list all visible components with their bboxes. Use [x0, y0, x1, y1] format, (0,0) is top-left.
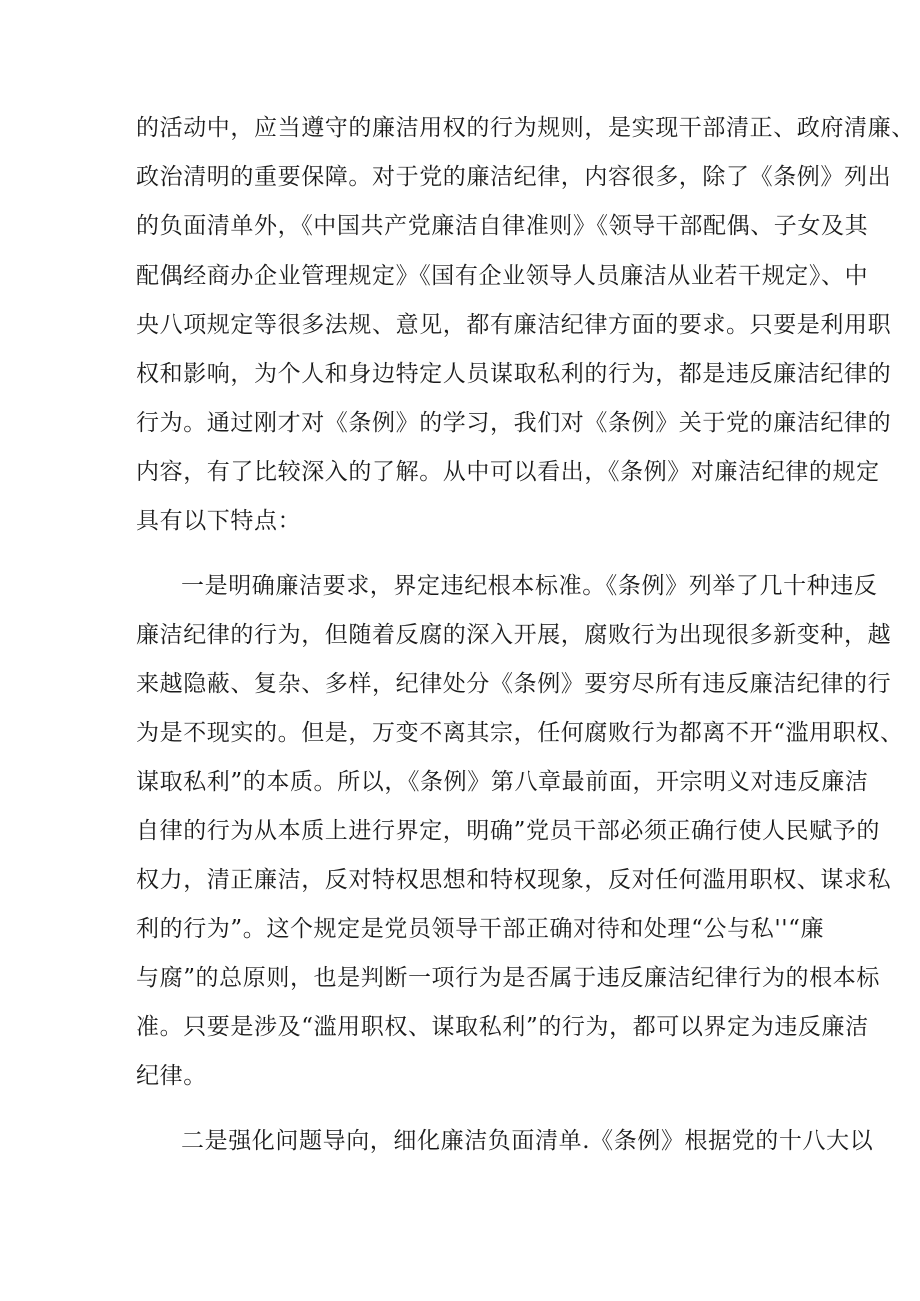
- text-line: 与腐”的总原则，也是判断一项行为是否属于违反廉洁纪律行为的根本标: [136, 965, 880, 991]
- text-line: 廉洁纪律的行为，但随着反腐的深入开展，腐败行为出现很多新变种，越: [136, 622, 892, 648]
- text-line: 的负面清单外，《中国共产党廉洁自律准则》《领导干部配偶、子女及其: [136, 213, 869, 239]
- text-line: 准。只要是涉及“滥用职权、谋取私利”的行为，都可以界定为违反廉洁: [136, 1014, 869, 1040]
- text-line: 来越隐蔽、复杂、多样，纪律处分《条例》要穷尽所有违反廉洁纪律的行: [136, 671, 892, 697]
- text-line: 政治清明的重要保障。对于党的廉洁纪律，内容很多，除了《条例》列出: [136, 164, 892, 190]
- text-line: 具有以下特点：: [136, 508, 302, 534]
- text-line: 二是强化问题导向，细化廉洁负面清单.《条例》根据党的十八大以: [181, 1128, 874, 1154]
- text-line: 的活动中，应当遵守的廉洁用权的行为规则，是实现干部清正、政府清廉、: [136, 115, 915, 141]
- text-line: 利的行为”。这个规定是党员领导干部正确对待和处理“公与私''“廉: [136, 916, 825, 942]
- text-line: 一是明确廉洁要求，界定违纪根本标准。《条例》列举了几十种违反: [181, 573, 878, 599]
- text-line: 自律的行为从本质上进行界定，明确”党员干部必须正确行使人民赋予的: [136, 818, 880, 844]
- text-line: 权和影响，为个人和身边特定人员谋取私利的行为，都是违反廉洁纪律的: [136, 361, 892, 387]
- text-line: 内容，有了比较深入的了解。从中可以看出，《条例》对廉洁纪律的规定: [136, 459, 880, 485]
- text-line: 为是不现实的。但是，万变不离其宗，任何腐败行为都离不开“滥用职权、: [136, 720, 904, 746]
- text-line: 纪律。: [136, 1063, 207, 1089]
- text-line: 权力，清正廉洁，反对特权思想和特权现象，反对任何滥用职权、谋求私: [136, 867, 892, 893]
- text-line: 配偶经商办企业管理规定》《国有企业领导人员廉洁从业若干规定》、中: [136, 263, 869, 289]
- text-line: 谋取私利”的本质。所以，《条例》第八章最前面，开宗明义对违反廉洁: [136, 769, 869, 795]
- text-line: 行为。通过刚才对《条例》的学习，我们对《条例》关于党的廉洁纪律的: [136, 410, 892, 436]
- text-line: 央八项规定等很多法规、意见，都有廉洁纪律方面的要求。只要是利用职: [136, 312, 892, 338]
